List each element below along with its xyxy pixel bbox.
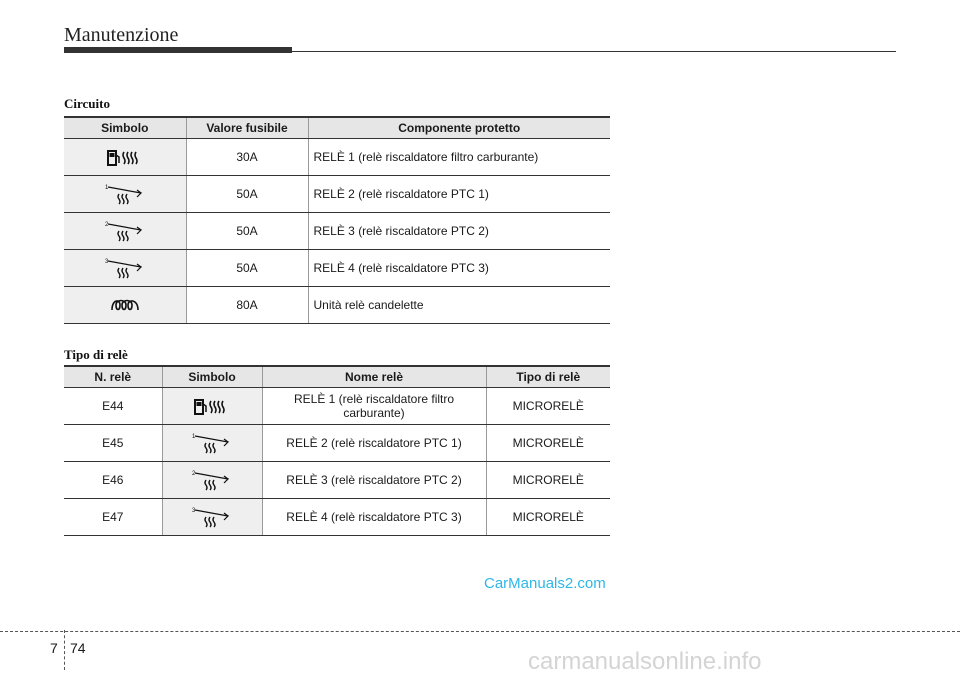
column-header-relay-number: N. relè [64, 366, 162, 388]
column-header-symbol: Simbolo [64, 117, 186, 139]
protected-component-cell: RELÈ 2 (relè riscaldatore PTC 1) [308, 176, 610, 213]
table-row [64, 287, 610, 324]
table-row [64, 176, 610, 213]
relay-type-cell: MICRORELÈ [486, 462, 610, 499]
symbol-cell [162, 499, 262, 536]
footer-divider [0, 631, 960, 632]
ptc-heater-1-icon [190, 431, 234, 455]
fuel-filter-heater-icon [106, 147, 144, 167]
relay-name-cell: RELÈ 2 (relè riscaldatore PTC 1) [262, 425, 486, 462]
table-row [64, 213, 610, 250]
circuit-table [64, 116, 610, 324]
table-row [64, 250, 610, 287]
fuse-value-cell: 50A [186, 176, 308, 213]
ptc-heater-digit: 2 [104, 222, 109, 228]
column-header-relay-type: Tipo di relè [486, 366, 610, 388]
table-row [64, 139, 610, 176]
carmanuals-watermark: CarManuals2.com [484, 575, 606, 592]
table-row [64, 425, 610, 462]
column-header-fuse-value: Valore fusibile [186, 117, 308, 139]
symbol-cell [162, 425, 262, 462]
relay-number-cell: E45 [64, 425, 162, 462]
relay-type-cell: MICRORELÈ [486, 499, 610, 536]
relay-number-cell: E46 [64, 462, 162, 499]
protected-component-cell: Unità relè candelette [308, 287, 610, 324]
column-header-symbol: Simbolo [162, 366, 262, 388]
protected-component-cell: RELÈ 3 (relè riscaldatore PTC 2) [308, 213, 610, 250]
fuse-value-cell: 50A [186, 250, 308, 287]
fuse-value-cell: 50A [186, 213, 308, 250]
footer-separator [64, 630, 65, 670]
site-watermark: carmanualsonline.info [528, 648, 762, 675]
relay-name-cell: RELÈ 1 (relè riscaldatore filtro carburante) [262, 388, 486, 425]
symbol-cell [162, 462, 262, 499]
ptc-heater-digit: 1 [104, 185, 109, 191]
column-header-relay-name: Nome relè [262, 366, 486, 388]
ptc-heater-digit: 2 [192, 471, 196, 477]
relay-name-cell: RELÈ 3 (relè riscaldatore PTC 2) [262, 462, 486, 499]
page-header-title: Manutenzione [64, 24, 179, 46]
relay-type-cell: MICRORELÈ [486, 388, 610, 425]
table-row [64, 499, 610, 536]
header-divider [64, 51, 896, 52]
symbol-cell [64, 213, 186, 250]
relay-number-cell: E47 [64, 499, 162, 536]
circuit-section-title: Circuito [64, 96, 110, 111]
header-accent-bar [64, 47, 292, 53]
fuse-value-cell: 80A [186, 287, 308, 324]
symbol-cell [64, 139, 186, 176]
ptc-heater-digit: 1 [192, 434, 196, 440]
relay-type-cell: MICRORELÈ [486, 425, 610, 462]
ptc-heater-3-icon [103, 256, 147, 280]
symbol-cell [64, 176, 186, 213]
table-row [64, 388, 610, 425]
ptc-heater-digit: 3 [192, 508, 196, 514]
ptc-heater-2-icon [190, 468, 234, 492]
symbol-cell [64, 287, 186, 324]
ptc-heater-digit: 3 [104, 259, 109, 265]
fuel-filter-heater-icon [193, 396, 231, 416]
symbol-cell [162, 388, 262, 425]
chapter-number: 7 [50, 640, 58, 656]
relay-type-table [64, 365, 610, 536]
symbol-cell [64, 250, 186, 287]
table-header-row [64, 117, 610, 139]
relay-number-cell: E44 [64, 388, 162, 425]
fuse-value-cell: 30A [186, 139, 308, 176]
ptc-heater-3-icon [190, 505, 234, 529]
column-header-protected-component: Componente protetto [308, 117, 610, 139]
ptc-heater-1-icon [103, 182, 147, 206]
table-row [64, 462, 610, 499]
glow-plug-icon [109, 295, 141, 315]
relay-name-cell: RELÈ 4 (relè riscaldatore PTC 3) [262, 499, 486, 536]
protected-component-cell: RELÈ 4 (relè riscaldatore PTC 3) [308, 250, 610, 287]
page-number: 74 [70, 640, 86, 656]
table-header-row [64, 366, 610, 388]
relay-type-section-title: Tipo di relè [64, 347, 128, 362]
ptc-heater-2-icon [103, 219, 147, 243]
protected-component-cell: RELÈ 1 (relè riscaldatore filtro carburante) [308, 139, 610, 176]
